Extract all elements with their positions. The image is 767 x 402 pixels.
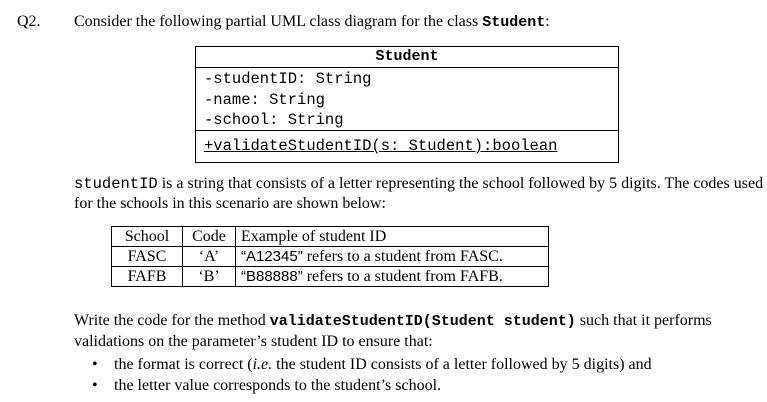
uml-attributes	[196, 68, 618, 131]
uml-class-name: Student	[196, 47, 618, 68]
question-number: Q2.	[17, 13, 41, 30]
table-row	[112, 267, 549, 287]
intro-class-name: Student	[482, 14, 546, 31]
table-cell-example	[236, 247, 549, 267]
task-text-before: Write the code for the method	[74, 312, 270, 329]
description-paragraph	[74, 174, 764, 214]
bullet-marker: •	[92, 356, 98, 373]
list-item	[92, 375, 652, 396]
table-cell-example	[236, 267, 549, 287]
list-item	[92, 354, 652, 375]
bullet-text: the format is correct (	[114, 356, 253, 373]
table-header-cell: Example of student ID	[236, 227, 549, 247]
example-text: refers to a student from FAFB.	[302, 268, 503, 285]
table-row	[112, 247, 549, 267]
intro-text: Consider the following partial UML class diagram for the class	[74, 13, 483, 30]
uml-attribute: -name: String	[204, 90, 325, 109]
school-codes-table	[111, 226, 549, 287]
uml-attribute: -studentID: String	[204, 70, 372, 88]
task-paragraph	[74, 311, 764, 352]
code-term: studentID	[74, 175, 158, 193]
table-header-cell: School	[112, 227, 183, 247]
table-cell-code: ‘A’	[183, 247, 236, 267]
intro-colon: :	[545, 13, 550, 30]
requirements-list	[92, 354, 652, 396]
table-cell-school: FASC	[112, 247, 183, 267]
bullet-marker: •	[92, 377, 98, 394]
example-text: refers to a student from FASC.	[302, 248, 503, 265]
description-text: is a string that consists of a letter representing the school followed by 5 digits. The codes used for the schools in this scenario are shown below:	[74, 175, 764, 212]
example-id: “B88888”	[241, 268, 303, 285]
table-cell-school: FAFB	[112, 267, 183, 287]
method-signature: validateStudentID(Student student)	[269, 313, 576, 330]
uml-class-diagram	[195, 46, 619, 163]
uml-operations	[196, 131, 618, 161]
table-cell-code: ‘B’	[183, 267, 236, 287]
uml-operation: +validateStudentID(s: Student):boolean	[204, 137, 558, 155]
table-header-cell: Code	[183, 227, 236, 247]
uml-attribute: -school: String	[204, 111, 344, 129]
bullet-text: the student ID consists of a letter followed by 5 digits) and	[272, 356, 652, 373]
table-header-row	[112, 227, 549, 247]
task-text-after: such that it performs validations on the parameter’s student ID to ensure that:	[74, 312, 712, 350]
bullet-text-italic: i.e.	[252, 356, 273, 373]
question-intro	[74, 13, 550, 31]
example-id: “A12345”	[241, 248, 303, 265]
bullet-text: the letter value corresponds to the student’s school.	[114, 377, 442, 394]
